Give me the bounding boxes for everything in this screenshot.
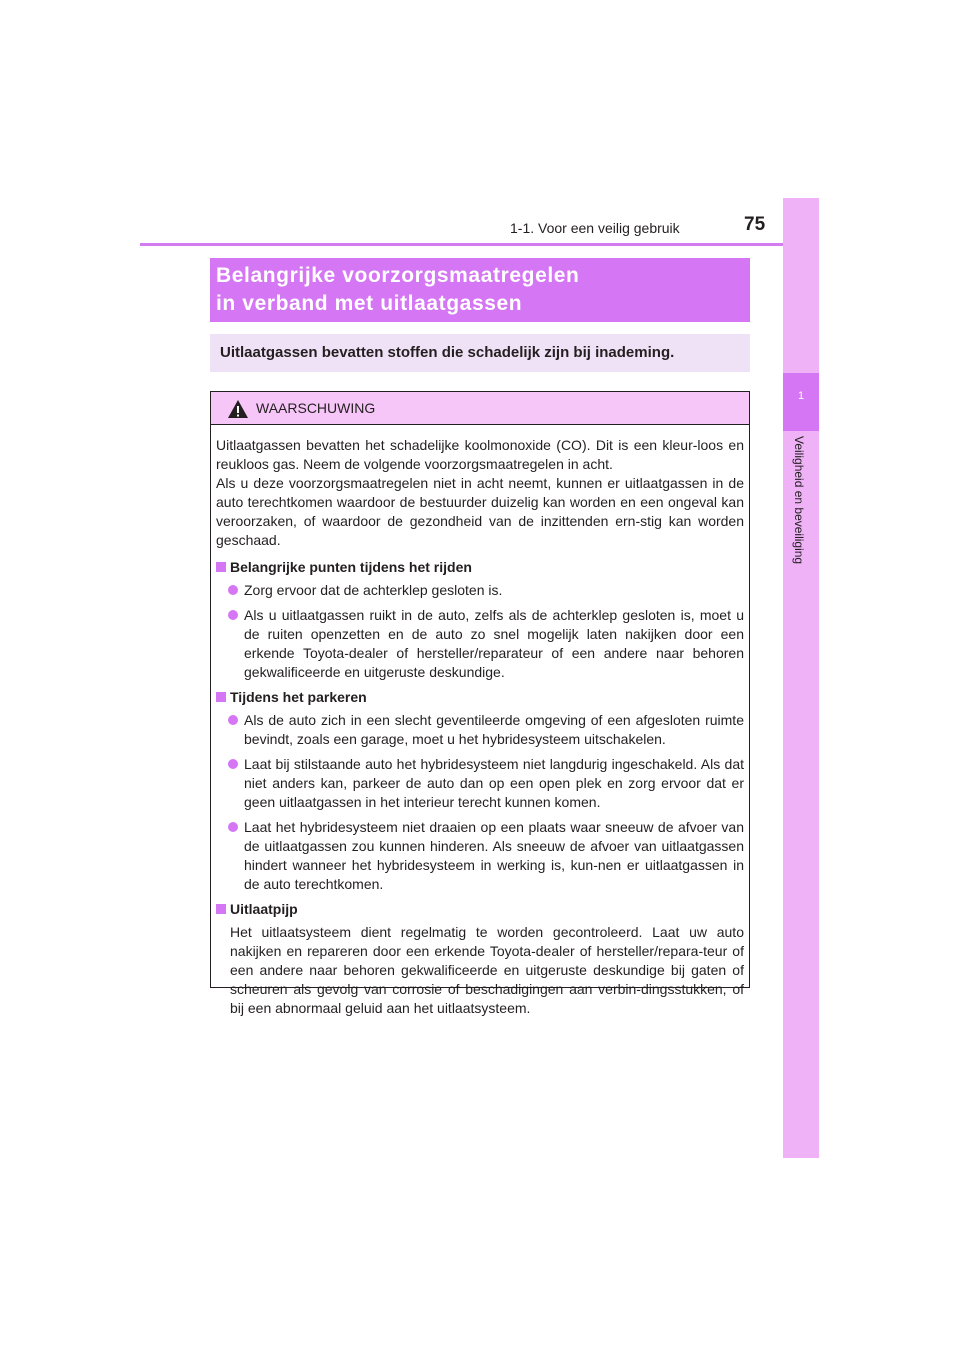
side-tab-label: Veiligheid en beveiliging <box>792 436 806 565</box>
exhaust-pipe-text: Het uitlaatsysteem dient regelmatig te worden gecontroleerd. Laat uw auto nakijken en repareren door een erkende Toyota-dealer of hersteller/repara-teur of een andere naar behoren gekwalificeerde en uitgeruste deskundige bij gaten of scheuren als gevolg van corrosie of beschadigingen aan verbin-dingsstukken, of bij een abnormaal geluid aan het uitlaatsysteem. <box>230 924 744 1016</box>
bullet-dot-icon <box>228 822 238 832</box>
list-item <box>216 606 744 682</box>
page-title-line-1: Belangrijke voorzorgsmaatregelen <box>216 264 580 287</box>
list-item-text: Als de auto zich in een slecht geventileerde omgeving of een afgesloten ruimte bevindt, zoals een garage, moet u het hybridesysteem uitschakelen. <box>244 712 744 747</box>
list-item-text: Zorg ervoor dat de achterklep gesloten is. <box>244 582 503 598</box>
side-tab-chapter-marker <box>783 373 819 431</box>
list-item-text: Laat het hybridesysteem niet draaien op een plaats waar sneeuw de afvoer van de uitlaatgassen zou kunnen hinderen. Als sneeuw de afvoer van uitlaatgassen hindert wanneer het hybridesysteem in werking is, kun-nen er uitlaatgassen in de auto terechtkomen. <box>244 819 744 892</box>
list-item <box>216 581 744 600</box>
warning-intro-1: Uitlaatgassen bevatten het schadelijke koolmonoxide (CO). Dit is een kleur-loos en reukloos gas. Neem de volgende voorzorgsmaatregelen in acht. <box>216 437 744 472</box>
section-heading-exhaust-pipe <box>216 900 744 919</box>
bullet-dot-icon <box>228 585 238 595</box>
section-heading-text: Belangrijke punten tijdens het rijden <box>230 559 472 575</box>
page-title <box>216 262 580 318</box>
warning-triangle-icon <box>227 399 249 419</box>
square-bullet-icon <box>216 562 226 572</box>
warning-header <box>211 392 749 425</box>
warning-box <box>210 391 750 1016</box>
page-number: 75 <box>744 214 766 235</box>
bullet-dot-icon <box>228 759 238 769</box>
header-rule <box>140 243 818 246</box>
warning-label: WAARSCHUWING <box>256 400 376 416</box>
list-item <box>216 711 744 749</box>
side-tab <box>783 198 819 1158</box>
section-reference: 1-1. Voor een veilig gebruik <box>510 220 680 236</box>
bullet-dot-icon <box>228 715 238 725</box>
summary-box <box>210 334 750 372</box>
list-item <box>216 755 744 812</box>
square-bullet-icon <box>216 904 226 914</box>
list-item-text: Laat bij stilstaande auto het hybridesysteem niet langdurig ingeschakeld. Als dat niet anders kan, parkeer de auto dan op een open plek en zorg ervoor dat er geen uitlaatgassen in het interieur terecht kunnen komen. <box>244 756 744 810</box>
list-item <box>216 818 744 894</box>
warning-intro-2: Als u deze voorzorgsmaatregelen niet in acht neemt, kunnen er uitlaatgassen in de auto terechtkomen waardoor de bestuurder duizelig kan worden en een ongeval kan veroorzaken, of waardoor de gezondheid van de inzittenden ern-stig kan worden geschaad. <box>216 475 744 548</box>
section-heading-driving <box>216 558 744 577</box>
warning-body <box>216 436 744 1024</box>
section-heading-text: Uitlaatpijp <box>230 901 298 917</box>
bullet-dot-icon <box>228 610 238 620</box>
page-title-box <box>210 258 750 322</box>
page-title-line-2: in verband met uitlaatgassen <box>216 292 523 315</box>
side-tab-chapter-number: 1 <box>797 390 805 402</box>
list-item-text: Als u uitlaatgassen ruikt in de auto, zelfs als de achterklep gesloten is, moet u de ruiten openzetten en de auto zo snel mogelijk laten nakijken door een erkende Toyota-dealer of hersteller/reparateur of een andere naar behoren gekwalificeerde en uitgeruste deskundige. <box>244 607 744 680</box>
summary-text: Uitlaatgassen bevatten stoffen die schadelijk zijn bij inademing. <box>220 344 675 361</box>
section-heading-parking <box>216 688 744 707</box>
square-bullet-icon <box>216 692 226 702</box>
section-heading-text: Tijdens het parkeren <box>230 689 367 705</box>
